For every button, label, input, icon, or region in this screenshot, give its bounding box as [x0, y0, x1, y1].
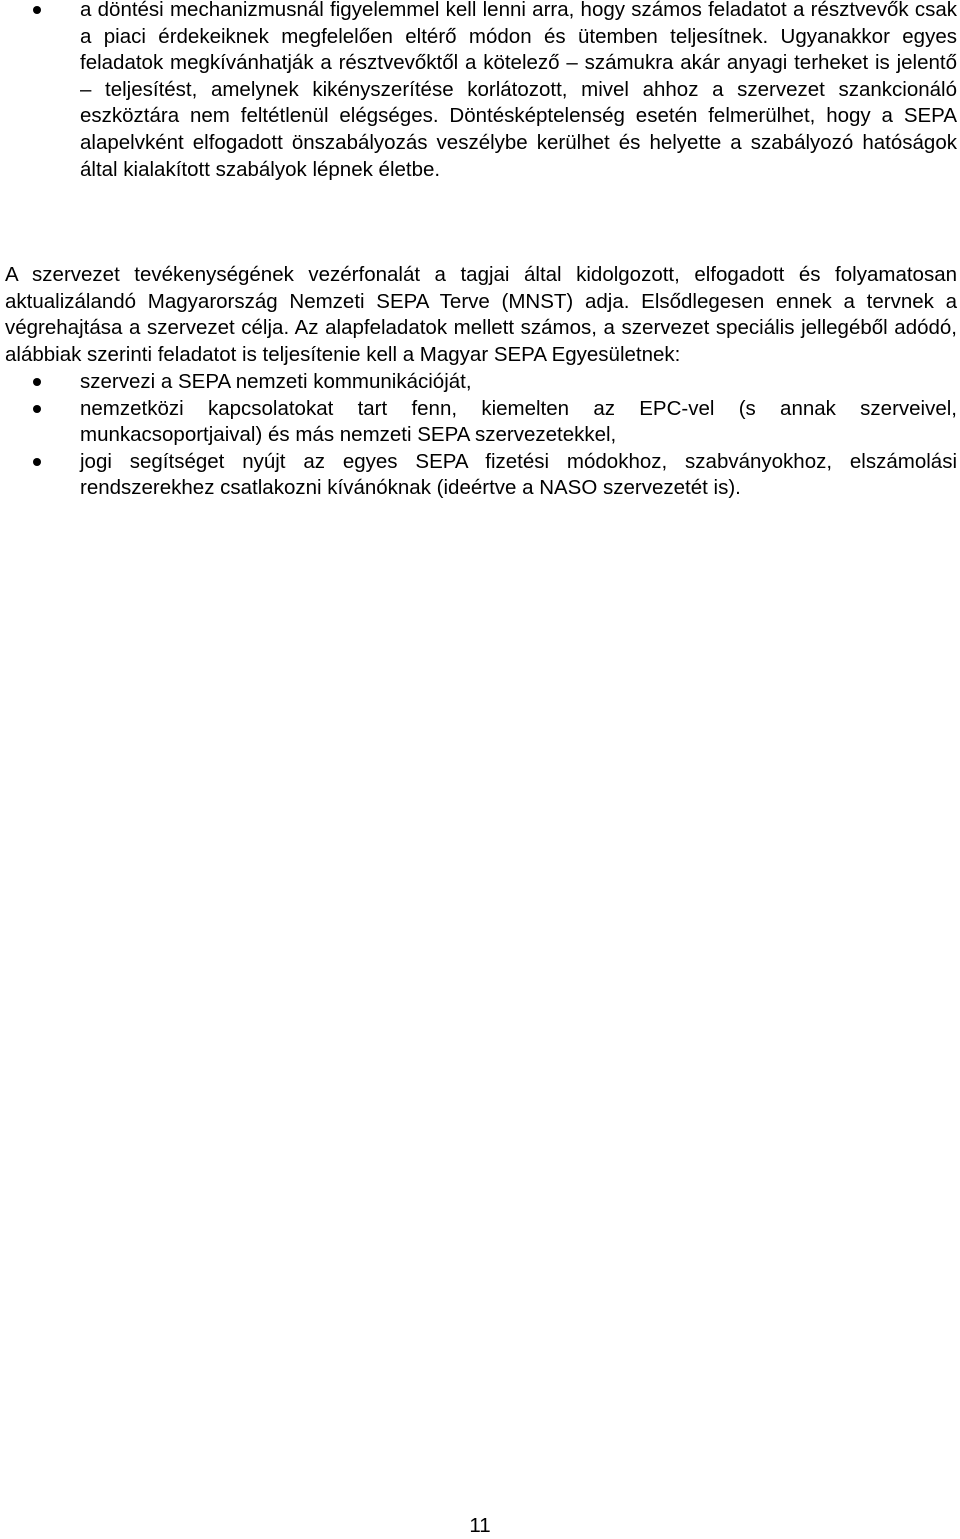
task-bullet-list: [0, 369, 960, 502]
bullet-dot-icon: [33, 378, 41, 386]
list-item-text: a döntési mechanizmusnál figyelemmel kell lenni arra, hogy számos feladatot a résztvevők csak a piaci érdekeiknek megfelelően eltérő módon és ütemben teljesítnek. Ugyanakkor egyes feladatok megkívánhatják a résztvevőktől a kötelező – számukra akár anyagi terheket is jelentő – teljesítést, amelynek kikényszerítése korlátozott, mivel ahhoz a szervezet szankcionáló eszköztára nem feltétlenül elégséges. Döntésképtelenség esetén felmerülhet, hogy a SEPA alapelvként elfogadott önszabályozás veszélybe kerülhet és helyette a szabályozó hatóságok által kialakított szabályok lépnek életbe.: [80, 0, 957, 181]
list-item: [0, 449, 960, 502]
list-item: [0, 396, 960, 449]
bullet-dot-icon: [33, 405, 41, 413]
list-item-text: jogi segítséget nyújt az egyes SEPA fizetési módokhoz, szabványokhoz, elszámolási rendszerekhez csatlakozni kívánóknak (ideértve a NASO szervezetét is).: [80, 449, 957, 500]
page-number: 11: [469, 1514, 491, 1537]
list-item: [0, 369, 960, 396]
list-item-text: nemzetközi kapcsolatokat tart fenn, kiemelten az EPC-vel (s annak szerveivel, munkacsoportjaival) és más nemzeti SEPA szervezetekkel,: [80, 396, 957, 447]
bullet-dot-icon: [33, 458, 41, 466]
main-paragraph: A szervezet tevékenységének vezérfonalát a tagjai által kidolgozott, elfogadott és folyamatosan aktualizálandó Magyarország Nemzeti SEPA Terve (MNST) adja. Elsődlegesen ennek a tervnek a végrehajtása a szervezet célja. Az alapfeladatok mellett számos, a szervezet speciális jellegéből adódó, alábbiak szerinti feladatot is teljesítenie kell a Magyar SEPA Egyesületnek:: [5, 263, 957, 366]
continued-bullet-list: [0, 0, 960, 183]
list-item: [0, 0, 960, 183]
bullet-dot-icon: [33, 6, 41, 14]
list-item-text: szervezi a SEPA nemzeti kommunikációját,: [80, 370, 472, 393]
